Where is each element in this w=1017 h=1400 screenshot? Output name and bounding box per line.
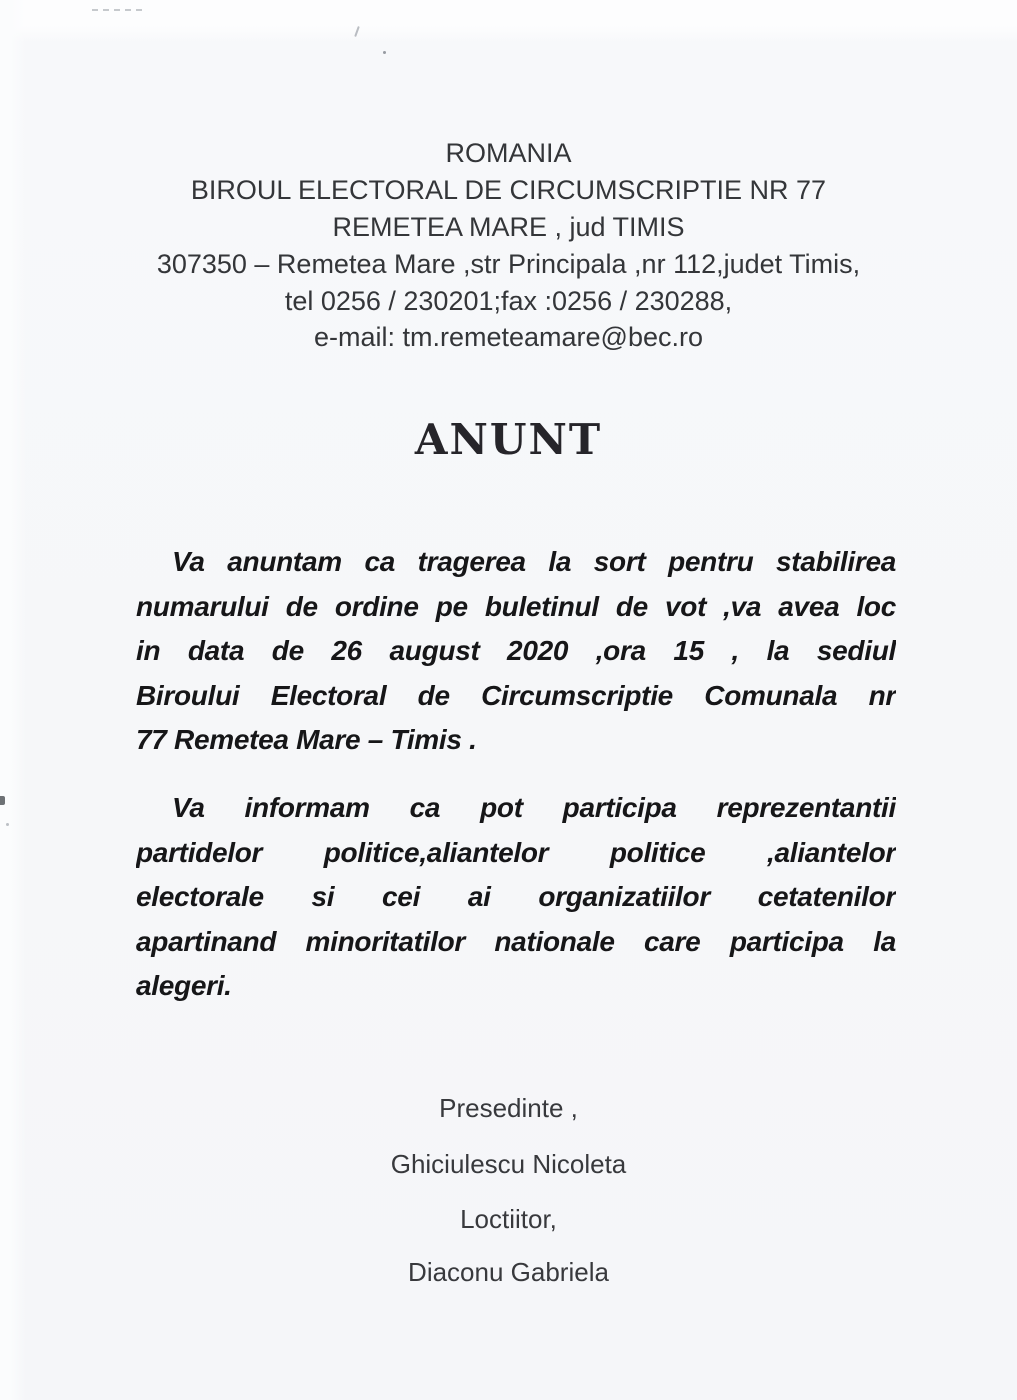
paragraph-line: numarului de ordine pe buletinul de vot ,va avea loc xyxy=(136,590,896,622)
scan-artifact-dot xyxy=(6,823,9,826)
signature-name-deputy: Diaconu Gabriela xyxy=(408,1257,609,1287)
header-email: e-mail: tm.remeteamare@bec.ro xyxy=(313,322,704,352)
paragraph-line: Va informam ca pot participa reprezentantii xyxy=(172,792,896,823)
header-locality: REMETEA MARE , jud TIMIS xyxy=(332,212,685,242)
paragraph-line: Biroului Electoral de Circumscriptie Comunala nr xyxy=(136,679,896,711)
signature-role-president: Presedinte , xyxy=(439,1093,578,1123)
scan-artifact-dot xyxy=(383,51,386,54)
header-phone-fax: tel 0256 / 230201;fax :0256 / 230288, xyxy=(284,286,733,316)
signature-role-deputy: Loctiitor, xyxy=(460,1204,557,1234)
paragraph-line: electorale si cei ai organizatiilor cetatenilor xyxy=(136,881,896,912)
scan-light-strip-left xyxy=(0,0,26,1400)
paragraph-line: Va anuntam ca tragerea la sort pentru stabilirea xyxy=(172,546,896,577)
scan-light-strip-top xyxy=(0,0,1017,42)
header-country: ROMANIA xyxy=(445,138,572,168)
paragraph-line: 77 Remetea Mare – Timis . xyxy=(136,724,477,755)
document-title: ANUNT xyxy=(414,415,603,464)
announcement-paragraph-1 xyxy=(136,540,896,763)
paragraph-line: partidelor politice,aliantelor politice ,aliantelor xyxy=(136,836,896,868)
paragraph-line: in data de 26 august 2020 ,ora 15 , la sediul xyxy=(136,635,896,666)
scan-artifact-dashed-mark xyxy=(92,9,142,11)
header-bureau-name: BIROUL ELECTORAL DE CIRCUMSCRIPTIE NR 77 xyxy=(190,175,827,205)
signature-name-president: Ghiciulescu Nicoleta xyxy=(390,1149,627,1179)
paragraph-line: alegeri. xyxy=(136,970,232,1001)
announcement-paragraph-2 xyxy=(136,786,896,1009)
header-address: 307350 – Remetea Mare ,str Principala ,nr 112,judet Timis, xyxy=(156,249,861,279)
scan-artifact-edge-mark xyxy=(0,796,5,805)
paragraph-line: apartinand minoritatilor nationale care participa la xyxy=(136,925,896,957)
